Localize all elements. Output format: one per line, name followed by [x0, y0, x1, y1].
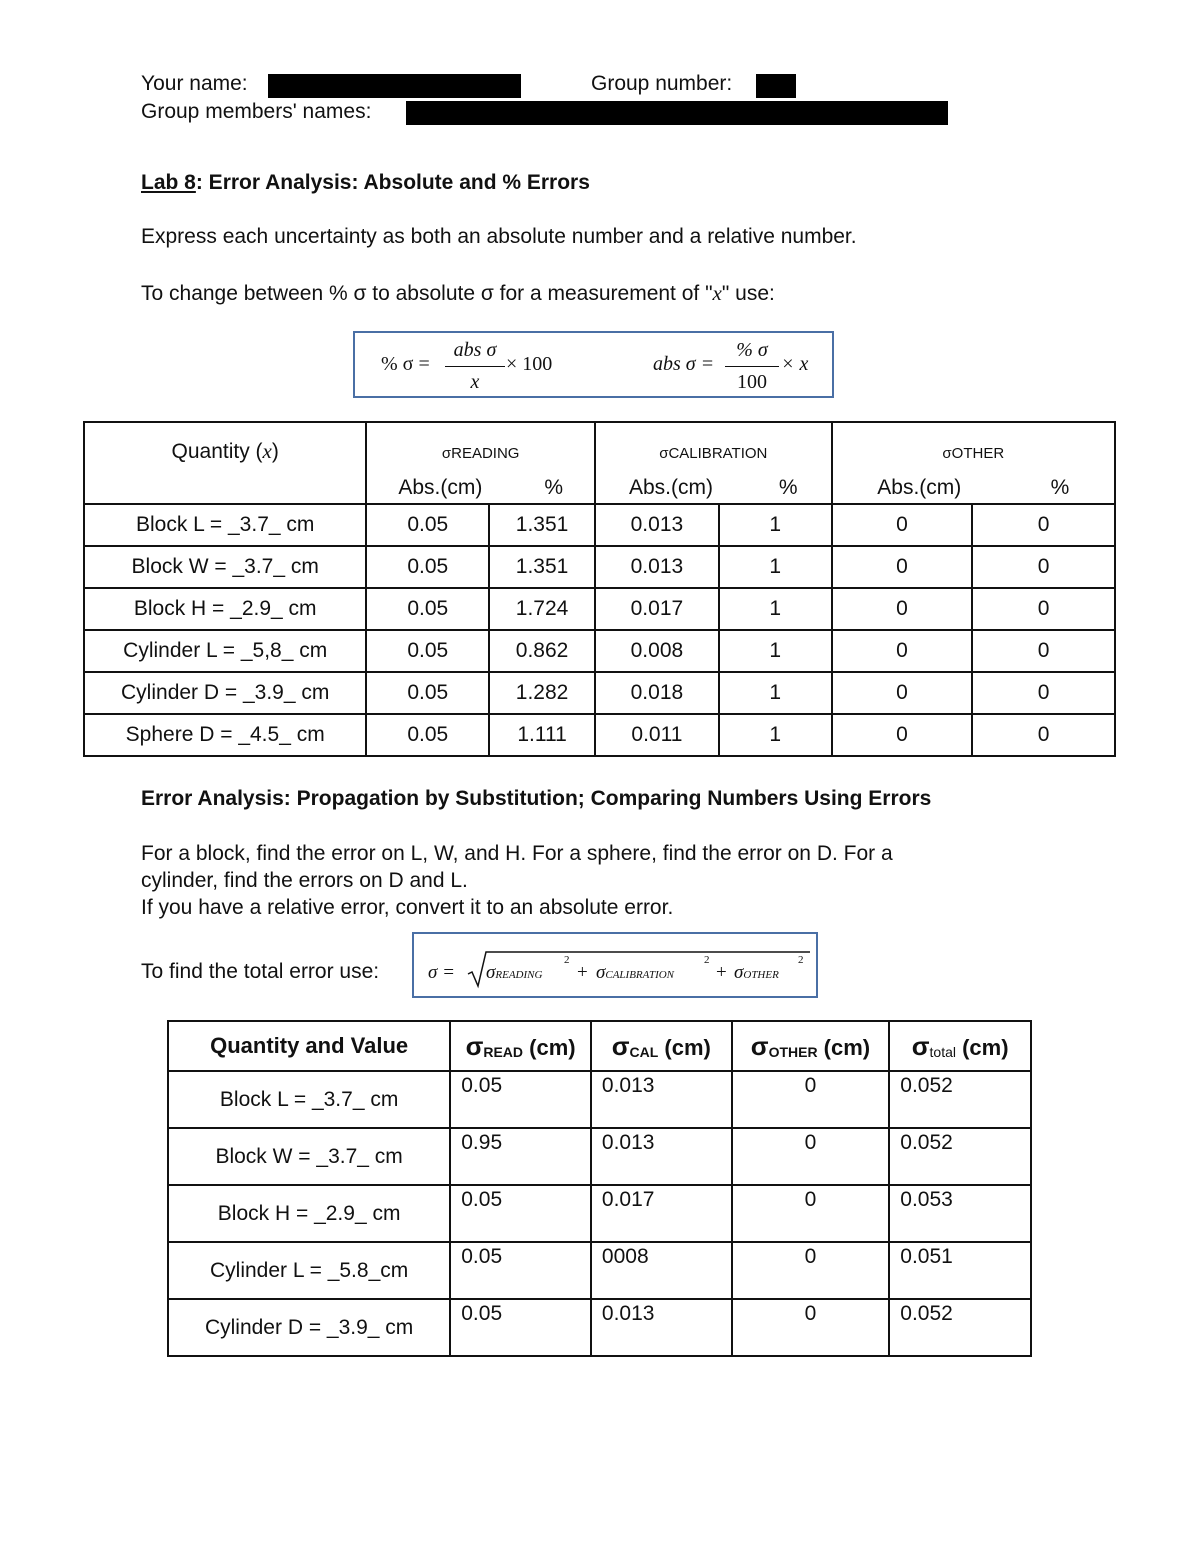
- cell: 0: [732, 1299, 890, 1356]
- cell: 0: [832, 546, 973, 588]
- total-error-table: [167, 1020, 1032, 1357]
- cell: 0.05: [450, 1071, 591, 1128]
- row-label: Cylinder D = _3.9_ cm: [168, 1299, 450, 1356]
- cell: 0.05: [366, 504, 489, 546]
- cell: 0.05: [366, 672, 489, 714]
- formula2-exp3: 2: [798, 954, 804, 966]
- cell: 0008: [591, 1242, 732, 1299]
- quantity-header: Quantity (x): [84, 422, 366, 504]
- redacted-name: [268, 74, 521, 98]
- cell: 0.862: [489, 630, 595, 672]
- formula2-plus2: +: [716, 962, 727, 983]
- table-row: [168, 1242, 1031, 1299]
- cell: 0.011: [595, 714, 719, 756]
- conversion-formula-box: [353, 331, 834, 398]
- cell: 0.052: [889, 1071, 1031, 1128]
- cell: 0.013: [595, 504, 719, 546]
- lab-title: Lab 8: Error Analysis: Absolute and % Errors: [141, 171, 590, 194]
- cell: 0: [832, 588, 973, 630]
- formula2-exp2: 2: [704, 954, 710, 966]
- cell: 1.351: [489, 546, 595, 588]
- cell: 0.05: [450, 1185, 591, 1242]
- calibration-group-header: σCALIBRATION Abs.(cm) %: [595, 422, 832, 504]
- cell: 1.724: [489, 588, 595, 630]
- redacted-group-members: [406, 101, 948, 125]
- cell: 0: [832, 630, 973, 672]
- section2-para-line2: cylinder, find the errors on D and L.: [141, 869, 468, 892]
- change-text: To change between % σ to absolute σ for a measurement of "x" use:: [141, 281, 775, 305]
- group-members-label: Group members' names:: [141, 100, 372, 123]
- other-group-header: σOTHER Abs.(cm) %: [832, 422, 1115, 504]
- cell: 0.95: [450, 1128, 591, 1185]
- cell: 0.05: [366, 546, 489, 588]
- row-label: Block L = _3.7_ cm: [84, 504, 366, 546]
- redacted-group-number: [756, 74, 796, 98]
- table-row: [84, 630, 1115, 672]
- cell: 0.013: [591, 1071, 732, 1128]
- cell: 0.05: [366, 714, 489, 756]
- cell: 0.013: [591, 1299, 732, 1356]
- cell: 0: [832, 504, 973, 546]
- formula-right-fraction-line: [725, 366, 779, 367]
- total-error-label: To find the total error use:: [141, 960, 380, 983]
- table-row: [168, 1071, 1031, 1128]
- cell: 1: [719, 588, 832, 630]
- sigma-read-header: $\sigma_{READ}$ (cm): [450, 1021, 591, 1071]
- cell: 0: [972, 630, 1115, 672]
- cell: 0: [732, 1185, 890, 1242]
- cell: 1: [719, 672, 832, 714]
- your-name-label: Your name:: [141, 72, 248, 95]
- cell: 0: [972, 546, 1115, 588]
- row-label: Block W = _3.7_ cm: [168, 1128, 450, 1185]
- total-error-formula-box: [412, 932, 818, 998]
- table-row: [84, 588, 1115, 630]
- reading-group-header: σREADING Abs.(cm) %: [366, 422, 595, 504]
- table-row: [84, 504, 1115, 546]
- table-row: [84, 546, 1115, 588]
- formula2-term2: σCALIBRATION: [596, 962, 675, 983]
- formula-right-numerator: % σ: [736, 339, 768, 361]
- row-label: Cylinder L = _5,8_ cm: [84, 630, 366, 672]
- cell: 0.017: [591, 1185, 732, 1242]
- cell: 0.018: [595, 672, 719, 714]
- cell: 0.05: [366, 630, 489, 672]
- row-label: Block H = _2.9_ cm: [168, 1185, 450, 1242]
- cell: 0: [972, 504, 1115, 546]
- quantity-value-header: Quantity and Value: [168, 1021, 450, 1071]
- sigma-total-header: $\sigma_{total}$ (cm): [889, 1021, 1031, 1071]
- instruction-text: Express each uncertainty as both an absolute number and a relative number.: [141, 225, 857, 248]
- table-row: [84, 714, 1115, 756]
- cell: 1.111: [489, 714, 595, 756]
- formula2-term1: σREADING: [486, 962, 543, 983]
- formula-left-denominator: x: [470, 371, 480, 393]
- table-row: [84, 672, 1115, 714]
- row-label: Block L = _3.7_ cm: [168, 1071, 450, 1128]
- formula2-exp1: 2: [564, 954, 570, 966]
- table-row: [168, 1128, 1031, 1185]
- cell: 1: [719, 504, 832, 546]
- formula-right-denominator: 100: [737, 371, 767, 393]
- cell: 1.282: [489, 672, 595, 714]
- cell: 0: [732, 1071, 890, 1128]
- cell: 0: [972, 714, 1115, 756]
- cell: 0: [972, 588, 1115, 630]
- cell: 0: [832, 714, 973, 756]
- cell: 1: [719, 546, 832, 588]
- formula-left-rhs: × 100: [506, 353, 553, 375]
- cell: 0.013: [591, 1128, 732, 1185]
- cell: 0.052: [889, 1128, 1031, 1185]
- section2-para-line3: If you have a relative error, convert it to an absolute error.: [141, 896, 674, 919]
- formula-left-fraction-line: [445, 366, 505, 367]
- formula2-lhs: σ =: [428, 962, 455, 983]
- row-label: Cylinder D = _3.9_ cm: [84, 672, 366, 714]
- row-label: Sphere D = _4.5_ cm: [84, 714, 366, 756]
- cell: 0: [832, 672, 973, 714]
- cell: 0.051: [889, 1242, 1031, 1299]
- cell: 0.013: [595, 546, 719, 588]
- formula2-plus1: +: [577, 962, 588, 983]
- cell: 1: [719, 714, 832, 756]
- cell: 0.053: [889, 1185, 1031, 1242]
- cell: 0: [732, 1128, 890, 1185]
- section2-para-line1: For a block, find the error on L, W, and H. For a sphere, find the error on D. For a: [141, 842, 893, 865]
- table-row: [168, 1299, 1031, 1356]
- section2-title: Error Analysis: Propagation by Substitution; Comparing Numbers Using Errors: [141, 787, 932, 810]
- row-label: Cylinder L = _5.8_cm: [168, 1242, 450, 1299]
- cell: 0.05: [450, 1299, 591, 1356]
- sigma-other-header: $\sigma_{OTHER}$ (cm): [732, 1021, 890, 1071]
- cell: 0.052: [889, 1299, 1031, 1356]
- formula-left-lhs: % σ =: [381, 353, 430, 375]
- cell: 0.017: [595, 588, 719, 630]
- sigma-cal-header: $\sigma_{CAL}$ (cm): [591, 1021, 732, 1071]
- cell: 0: [972, 672, 1115, 714]
- formula-right-rhs: × x: [781, 353, 809, 375]
- cell: 0: [732, 1242, 890, 1299]
- group-number-label: Group number:: [591, 72, 733, 95]
- formula-right-lhs: abs σ =: [653, 353, 715, 375]
- row-label: Block W = _3.7_ cm: [84, 546, 366, 588]
- cell: 0.008: [595, 630, 719, 672]
- cell: 0.05: [366, 588, 489, 630]
- cell: 0.05: [450, 1242, 591, 1299]
- cell: 1.351: [489, 504, 595, 546]
- cell: 1: [719, 630, 832, 672]
- formula-left-numerator: abs σ: [453, 339, 497, 361]
- formula2-term3: σOTHER: [734, 962, 779, 983]
- table-row: [168, 1185, 1031, 1242]
- uncertainty-table: [83, 421, 1116, 757]
- row-label: Block H = _2.9_ cm: [84, 588, 366, 630]
